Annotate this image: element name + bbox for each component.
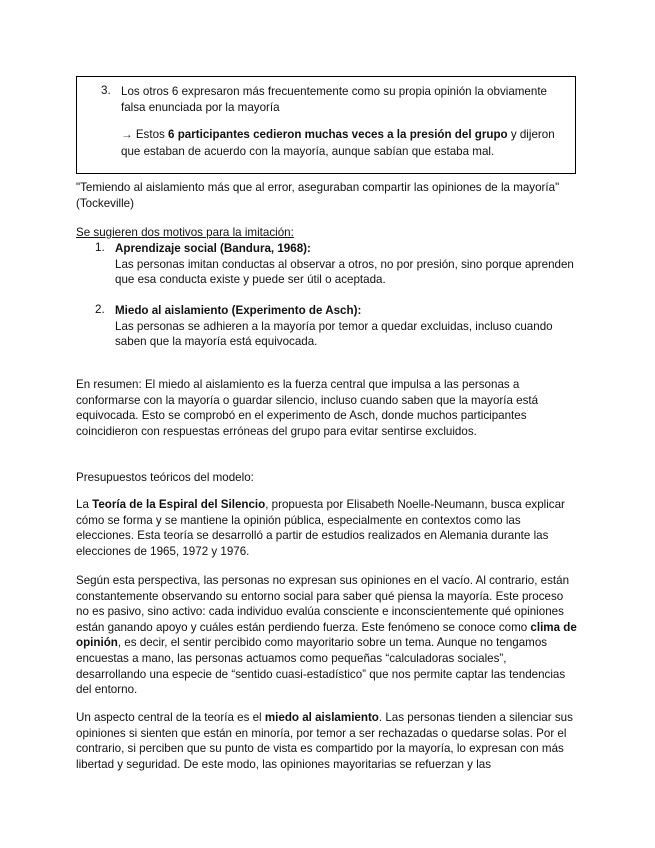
list-item-title: Miedo al aislamiento (Experimento de Asch): [115, 304, 362, 317]
text-run: Un aspecto central de la teoría es el [76, 711, 265, 724]
text-run: y dijeron que estaban de acuerdo con la mayoría, aunque sabían que estaba mal. [121, 128, 555, 158]
bold-text: clima de opinión [76, 620, 577, 650]
boxed-list-item [76, 76, 576, 174]
list-item-title: Aprendizaje social (Bandura, 1968): [115, 242, 311, 255]
text-run: , es decir, el sentir percibido como mayoritario sobre un tema. Aunque no tengamos encuestas a mano, las personas actuamos como pequeñas “calculadoras sociales”, desarrollando una especie de “sentido cuasi-estadístico” que nos permite captar las tendencias del entorno. [76, 636, 566, 697]
isolation-paragraph [76, 710, 579, 772]
section-heading: Presupuestos teóricos del modelo: [76, 471, 254, 484]
text-run: La [76, 498, 93, 511]
arrow-icon: → [121, 128, 133, 141]
bold-text: 6 participantes cedieron muchas veces a la presión del grupo [168, 128, 508, 141]
motives-heading: Se sugieren dos motivos para la imitación: [76, 226, 294, 239]
list-item-text: Las personas imitan conductas al observar a otros, no por presión, sino porque aprenden que esa conducta existe y puede ser útil o aceptada. [115, 257, 574, 287]
text-run: Según esta perspectiva, las personas no expresan sus opiniones en el vacío. Al contrario, están constantemente observando su entorno social para saber qué piensa la mayoría. Este proceso no es pasivo, sino activo: cada individuo evalúa consciente e inconscientemente qué opiniones están ganando apoyo y cuáles están perdiendo fuerza. Este fenómeno se conoce como [76, 574, 570, 634]
quote-paragraph: "Temiendo al aislamiento más que al error, aseguraban compartir las opiniones de la mayoría" (Tockeville) [76, 181, 560, 210]
box-conclusion [121, 126, 561, 160]
list-item [115, 241, 575, 288]
list-number: 1. [95, 241, 105, 254]
text-run: . Las personas tienden a silenciar sus opiniones si sienten que están en minoría, por temor a ser rechazadas o quedarse solas. Por el contrario, si perciben que su punto de vista es compartido por la mayoría, lo expresan con más libertad y seguridad. De este modo, las opiniones mayoritarias se refuerzan y las [76, 711, 573, 771]
summary-paragraph: En resumen: El miedo al aislamiento es la fuerza central que impulsa a las personas a conformarse con la mayoría o guardar silencio, incluso cuando saben que la mayoría está equivocada. Esto se comprobó en el experimento de Asch, donde muchos participantes coincidieron con respuestas erróneas del grupo para evitar sentirse excluidos. [76, 378, 539, 438]
text-run: , propuesta por Elisabeth Noelle-Neumann, busca explicar cómo se forma y se mantiene la opinión pública, especialmente en contextos como las elecciones. Esta teoría se desarrolló a partir de estudios realizados en Alemania durante las elecciones de 1965, 1972 y 1976. [76, 498, 565, 558]
list-item [115, 303, 575, 350]
perspective-paragraph [76, 573, 579, 698]
theory-paragraph [76, 497, 579, 559]
box-paragraph: Los otros 6 expresaron más frecuentemente como su propia opinión la obviamente falsa enunciada por la mayoría [121, 85, 547, 114]
list-item-text: Las personas se adhieren a la mayoría por temor a quedar excluidas, incluso cuando saben que la mayoría está equivocada. [115, 319, 553, 349]
bold-text: miedo al aislamiento [264, 711, 379, 724]
bold-text: Teoría de la Espiral del Silencio [92, 498, 266, 511]
list-number: 2. [95, 303, 105, 316]
list-number: 3. [101, 84, 111, 97]
text-run: Estos [132, 128, 169, 141]
